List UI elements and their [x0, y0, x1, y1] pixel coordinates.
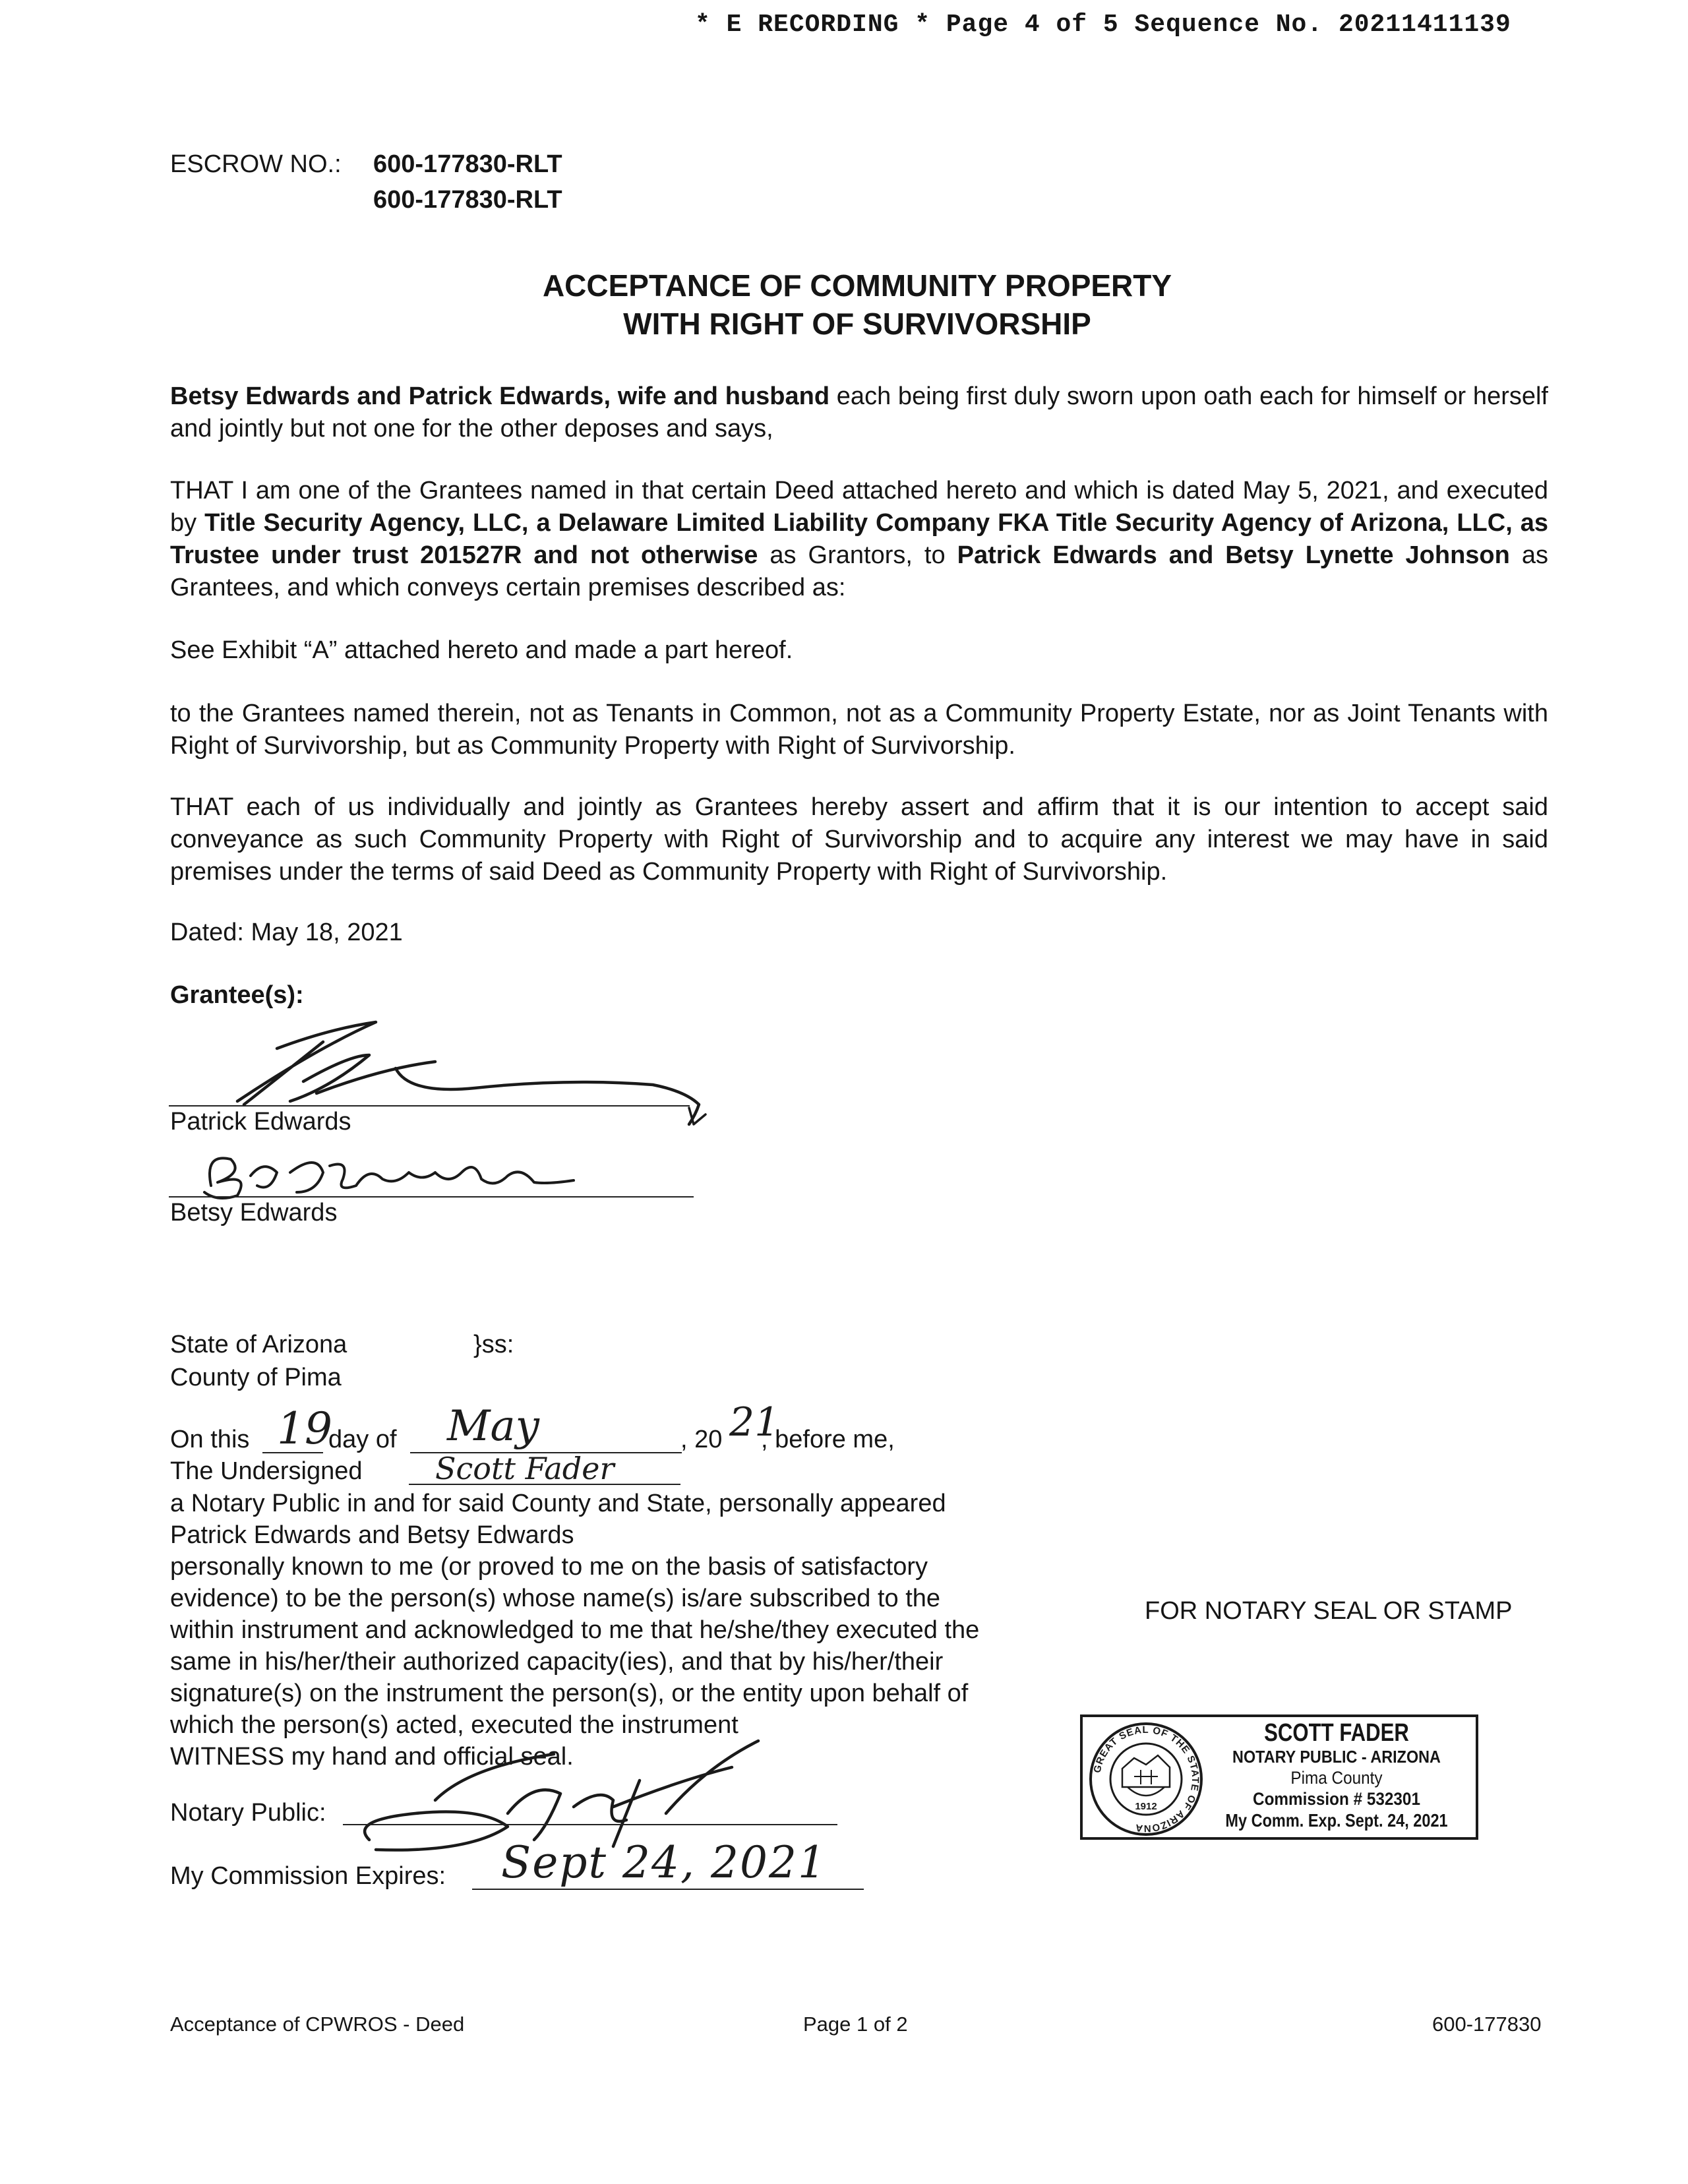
notary-public-label: Notary Public: [170, 1799, 326, 1827]
blank-line [262, 1452, 323, 1453]
blank-line [472, 1889, 864, 1890]
escrow-number: 600-177830-RLT [373, 186, 562, 214]
venue-county: County of Pima [170, 1364, 342, 1391]
dated-line: Dated: May 18, 2021 [170, 919, 403, 946]
paragraph-affirmation: THAT each of us individually and jointly as Grantees hereby assert and affirm that it is our intention to accept said conveyance as such Community Property with Right of Survivorship and to acquire any interest we may have in said premises under the terms of said Deed as Community Property with Right of Survivorship. [170, 793, 1548, 886]
blank-line [409, 1484, 680, 1485]
paragraph-text: each being first duly sworn upon oath each for himself or herself and jointly but not one for the other deposes and says, [170, 382, 1548, 442]
signer-name: Betsy Edwards [170, 1199, 338, 1227]
stamp-line: Pima County [1290, 1768, 1383, 1788]
stamp-name: SCOTT FADER [1264, 1719, 1409, 1747]
paragraph-text: as Grantees, and which conveys certain premises described as: [170, 541, 1548, 601]
seal-ring-text: GREAT SEAL OF THE STATE OF ARIZONA [1091, 1724, 1201, 1835]
paragraph-affiants [170, 380, 1548, 445]
venue-state: State of Arizona [170, 1331, 347, 1358]
paragraph-deed [170, 475, 1548, 604]
footer-right: 600-177830 [1432, 2013, 1542, 2036]
paragraph-text: as Grantors, to [758, 541, 957, 569]
notary-name-handwritten: Scott Fader [435, 1451, 615, 1486]
signature-line [169, 1196, 694, 1198]
ack-line: personally known to me (or proved to me on the basis of satisfactory [170, 1553, 928, 1581]
before-me-label: , before me, [761, 1426, 895, 1453]
ack-line: which the person(s) acted, executed the instrument [170, 1711, 738, 1739]
seal-year: 1912 [1135, 1801, 1157, 1812]
title-line: WITH RIGHT OF SURVIVORSHIP [623, 307, 1091, 341]
month-value: May [447, 1402, 539, 1451]
ack-line: within instrument and acknowledged to me that he/she/they executed the [170, 1616, 980, 1644]
recording-header: * E RECORDING * Page 4 of 5 Sequence No. 20211411139 [695, 11, 1511, 39]
stamp-text [1199, 1720, 1474, 1832]
arizona-seal-icon [1088, 1721, 1204, 1837]
stamp-line: My Comm. Exp. Sept. 24, 2021 [1225, 1810, 1448, 1831]
document-title [0, 266, 1688, 343]
escrow-label: ESCROW NO.: [170, 150, 342, 178]
on-this-label: On this [170, 1426, 250, 1453]
stamp-line: NOTARY PUBLIC - ARIZONA [1232, 1747, 1441, 1767]
signer-name: Patrick Edwards [170, 1108, 351, 1136]
paragraph-tenancy: to the Grantees named therein, not as Tenants in Common, not as a Community Property Estate, nor as Joint Tenants with Right of Survivorship, but as Community Property with Right of Survivorship. [170, 700, 1548, 760]
blank-line [343, 1824, 837, 1825]
grantor-name: Title Security Agency, LLC, a Delaware Limited Liability Company FKA Title Security Agency of Arizona, LLC, as Trustee under trust 201527R and not otherwise [170, 509, 1548, 569]
escrow-number: 600-177830-RLT [373, 150, 562, 178]
commission-label: My Commission Expires: [170, 1862, 446, 1890]
footer-center: Page 1 of 2 [803, 2013, 908, 2036]
signature-line [169, 1105, 690, 1107]
grantee-names: Patrick Edwards and Betsy Lynette Johnson [957, 541, 1510, 569]
year-value: 21 [729, 1399, 780, 1445]
ack-line: evidence) to be the person(s) whose name(s) is/are subscribed to the [170, 1585, 941, 1612]
paragraph-text: THAT I am one of the Grantees named in that certain Deed attached hereto and which is dated May 5, 2021, and executed by [170, 477, 1548, 537]
ack-line: WITNESS my hand and official seal. [170, 1743, 574, 1771]
year-prefix: , 20 [680, 1426, 723, 1453]
svg-text:GREAT SEAL OF THE STATE OF ARI [1092, 1724, 1201, 1834]
seal-caption: FOR NOTARY SEAL OR STAMP [1145, 1597, 1513, 1625]
stamp-line: Commission # 532301 [1253, 1789, 1420, 1809]
title-line: ACCEPTANCE OF COMMUNITY PROPERTY [542, 268, 1172, 303]
ack-line: signature(s) on the instrument the person(s), or the entity upon behalf of [170, 1680, 969, 1707]
affiant-names: Betsy Edwards and Patrick Edwards, wife and husband [170, 382, 830, 410]
day-of-label: day of [328, 1426, 397, 1453]
venue-ss: }ss: [473, 1331, 514, 1358]
commission-value: Sept 24, 2021 [501, 1837, 827, 1888]
ack-line: Patrick Edwards and Betsy Edwards [170, 1521, 574, 1549]
ack-line: a Notary Public in and for said County and State, personally appeared [170, 1490, 946, 1517]
undersigned-label: The Undersigned [170, 1457, 363, 1485]
footer-left: Acceptance of CPWROS - Deed [170, 2013, 465, 2036]
day-value: 19 [277, 1403, 332, 1454]
notary-stamp [1080, 1714, 1478, 1840]
ack-line: same in his/her/their authorized capacity(ies), and that by his/her/their [170, 1648, 944, 1676]
paragraph-exhibit: See Exhibit “A” attached hereto and made a part hereof. [170, 636, 793, 664]
grantees-label: Grantee(s): [170, 981, 304, 1009]
